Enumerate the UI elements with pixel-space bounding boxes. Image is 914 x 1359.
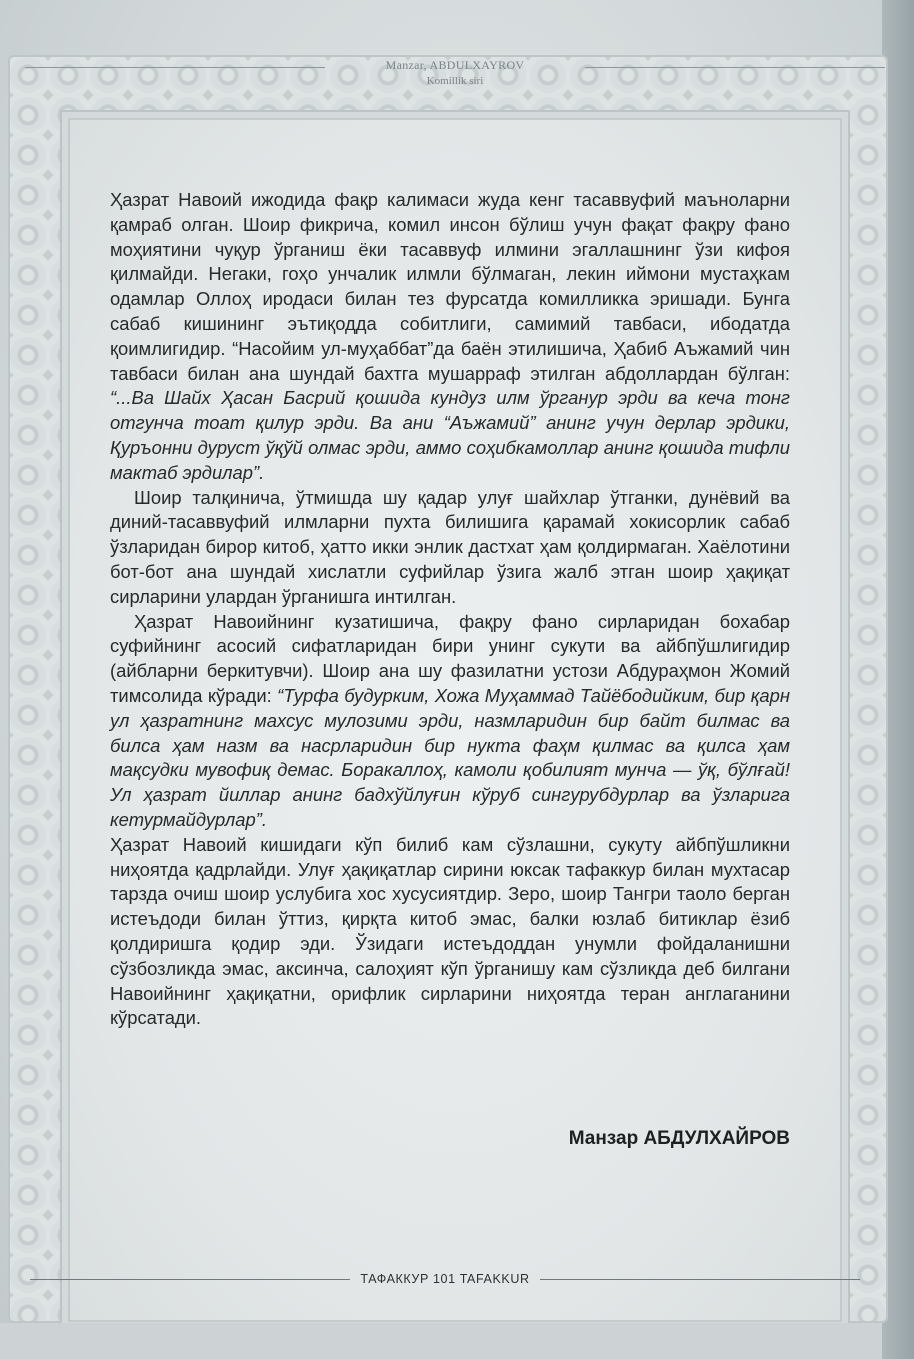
footer-folio: ТАФАККУР 101 TAFAKKUR <box>360 1272 530 1286</box>
paragraph-3-quote: “Турфа будурким, Хожа Муҳаммад Тайёбодийким, бир қарн ул ҳазратнинг махсус мулозими эрди, назмларидин бир байт билмас ва билса ҳам назм ва насрларидин бир нукта фаҳм қилмас ва қилса ҳам мақсудки мувофиқ демас. Боракаллоҳ, камоли қобилият мунча — ўқ, бўлғай! Ул ҳазрат йиллар анинг бадхўйлуғин кўруб сингурубдурлар ва ўзларига кетурмайдурлар”. <box>110 684 790 830</box>
paragraph-4 <box>110 833 790 1031</box>
footer-rule-left <box>30 1279 350 1280</box>
paragraph-1 <box>110 188 790 486</box>
paragraph-3-text: Ҳазрат Навоийнинг кузатишича, фақру фано сирларидан бохабар суфийнинг асосий сифатларидан бири унинг сукути ва айбпўшлигидир (айбларни беркитувчи). Шоир ана шу фазилатни устози Абдураҳмон Жомий тимсолида кўради: <box>110 610 790 706</box>
article-body <box>110 188 790 1031</box>
header-author: Manzar, ABDULXAYROV <box>385 58 525 72</box>
page-footer <box>30 1269 860 1289</box>
paragraph-4-text: Ҳазрат Навоий кишидаги кўп билиб кам сўзлашни, сукуту айбпўшликни ниҳоятда қадрлайди. Улуғ ҳақиқатлар сирини юксак тафаккур билан мухтасар тарзда очиш шоир услубига хос хусусиятдир. Зеро, шоир Тангри таоло берган истеъдоди билан ўттиз, қирқта китоб эмас, балки юзлаб битиклар ёзиб қолдиришга қодир эди. Ўзидаги истеъдоддан унумли фойдаланишни сўзбозликда эмас, аксинча, салоҳият кўп ўрганишу кам сўзликда деб билгани Навоийнинг ҳақиқатни, орифлик сирларини ниҳоятда теран англаганини кўрсатади. <box>110 833 790 1029</box>
bottom-margin <box>0 1323 882 1359</box>
running-header <box>330 58 580 102</box>
paragraph-3 <box>110 610 790 833</box>
paragraph-1-text: Ҳазрат Навоий ижодида фақр калимаси жуда кенг тасаввуфий маъноларни қамраб олган. Шоир фикрича, комил инсон бўлиш учун фақат фақру фано моҳиятини чуқур ўрганиш ёки тасаввуф илмини эгаллашнинг ўзи кифоя қилмайди. Негаки, гоҳо унчалик илмли бўлмаган, лекин иймони мустаҳкам одамлар Оллоҳ иродаси билан тез фурсатда комилликка эришади. Бунга сабаб кишининг эътиқодда собитлиги, самимий тавбаси, ибодатда қоимлигидир. “Насойим ул-муҳаббат”да баён этилишича, Ҳабиб Аъжамий чин тавбаси билан ана шундай бахтга мушарраф этилган абдоллардан бўлган: <box>110 189 790 384</box>
header-rule-right <box>585 67 885 68</box>
header-rule-left <box>25 67 325 68</box>
header-series: Komillik siri <box>426 75 484 87</box>
footer-rule-right <box>540 1279 860 1280</box>
paragraph-1-quote: “...Ва Шайх Ҳасан Басрий қошида кундуз илм ўрганур эрди ва кеча тонг отгунча тоат қилур эрди. Ва ани “Аъжамий” анинг учун дерлар эрдики, Қуръонни дуруст ўқўй олмас эрди, аммо соҳибкамоллар анинг қошида тифли мактаб эрдилар”. <box>110 387 790 483</box>
paragraph-2 <box>110 486 790 610</box>
author-signature: Манзар АБДУЛХАЙРОВ <box>568 1128 790 1149</box>
paragraph-2-text: Шоир талқинича, ўтмишда шу қадар улуғ шайхлар ўтганки, дунёвий ва диний-тасаввуфий илмларни пухта билишига қарамай хокисорлик сабаб ўзларидан бирор китоб, ҳатто икки энлик дастхат ҳам қолдирмаган. Хаёлотини бот-бот ана шундай хислатли суфийлар ўзига жалб этган шоир ҳақиқат сирларини улардан ўрганишга интилган. <box>110 486 790 607</box>
